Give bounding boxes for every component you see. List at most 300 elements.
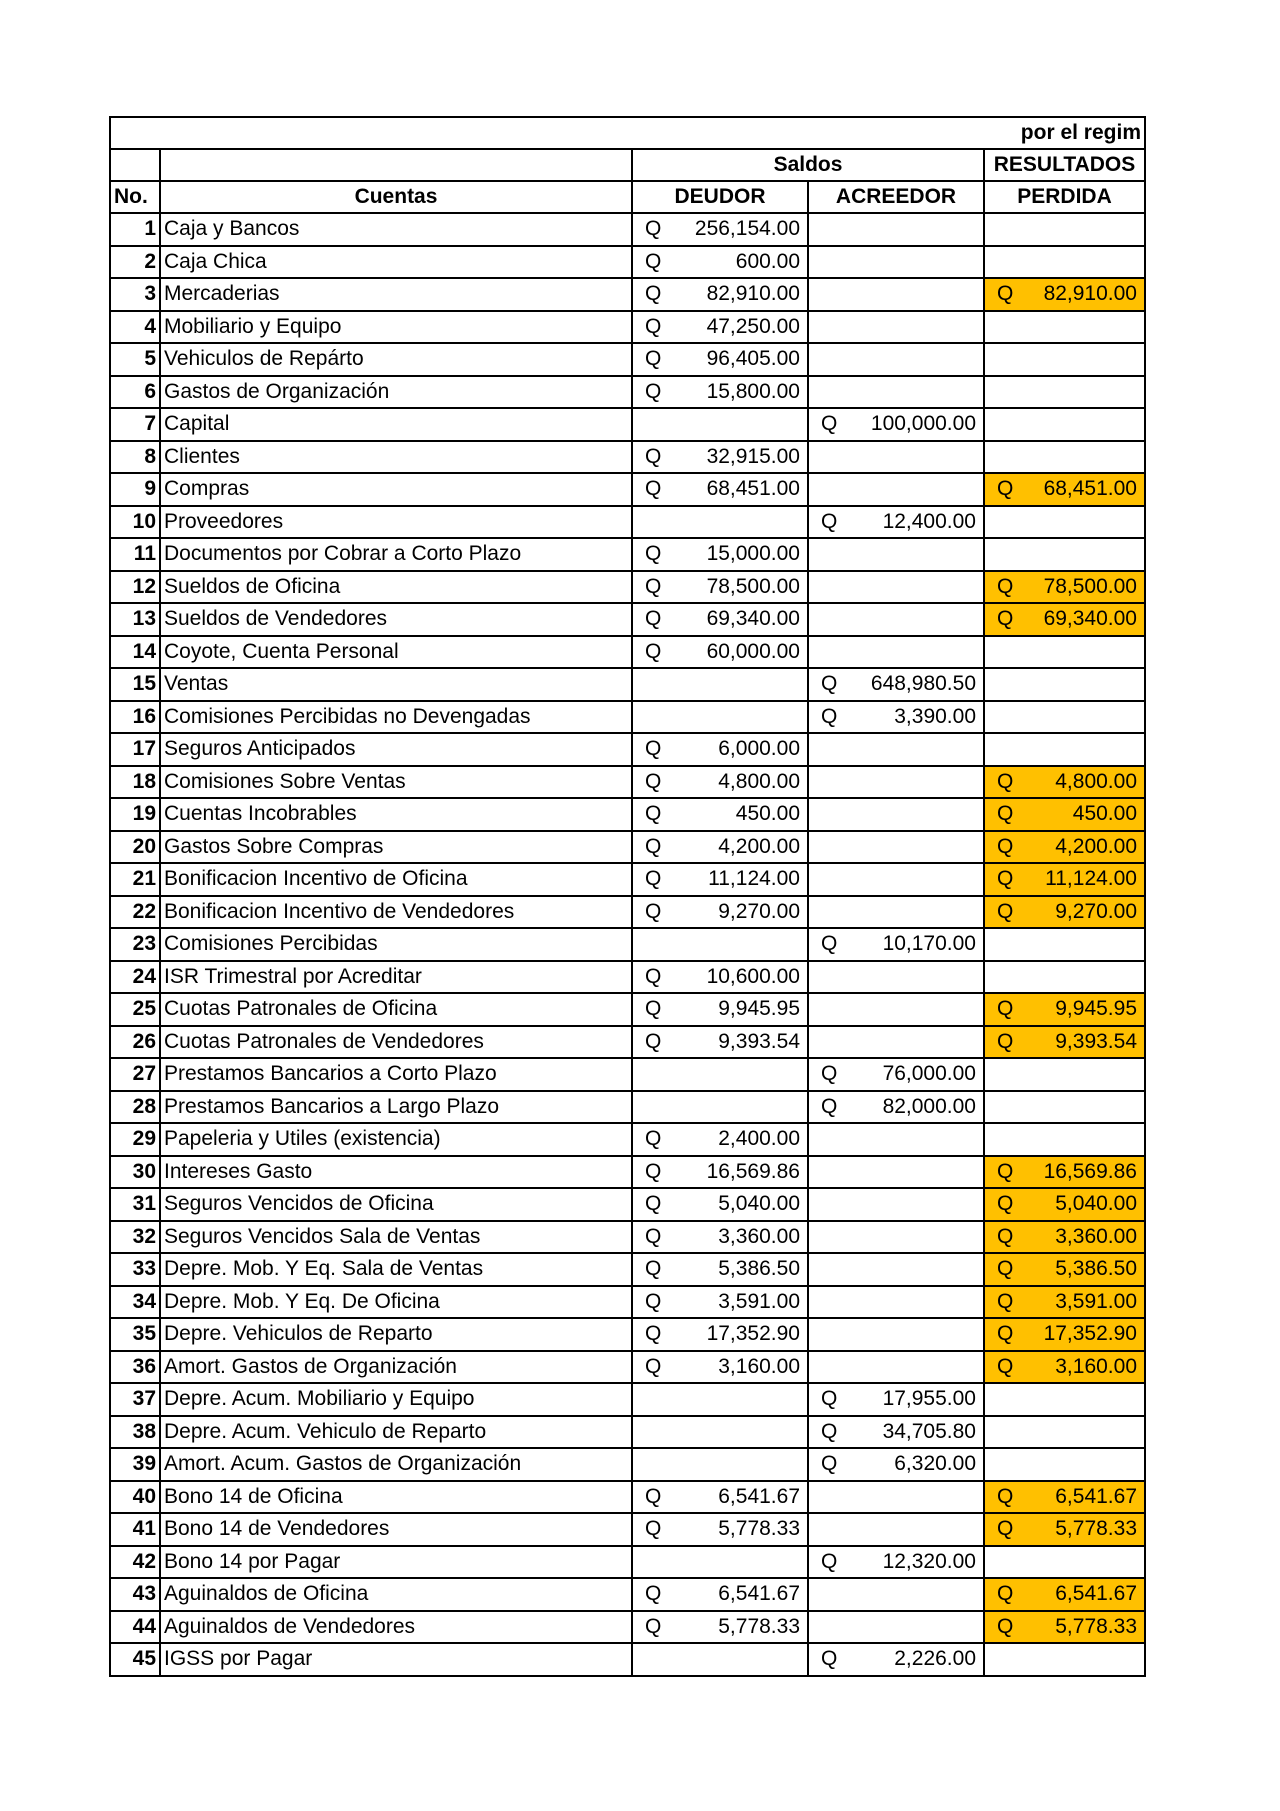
- empty-header-cell[interactable]: [110, 149, 160, 181]
- table-row: [110, 311, 1145, 344]
- acreedor-cell[interactable]: [808, 1058, 984, 1091]
- perdida-cell[interactable]: [984, 376, 1145, 409]
- account-name-cell[interactable]: Cuotas Patronales de Vendedores: [160, 1026, 632, 1059]
- deudor-cell[interactable]: [632, 668, 808, 701]
- perdida-cell[interactable]: [984, 1578, 1145, 1611]
- table-row: [110, 1286, 1145, 1319]
- row-number-cell[interactable]: 44: [110, 1611, 160, 1644]
- deudor-cell[interactable]: [632, 1578, 808, 1611]
- acreedor-cell[interactable]: [808, 311, 984, 344]
- table-row: [110, 441, 1145, 474]
- account-name-cell[interactable]: Gastos de Organización: [160, 376, 632, 409]
- perdida-cell[interactable]: [984, 538, 1145, 571]
- acreedor-cell[interactable]: [808, 1481, 984, 1514]
- deudor-amount: 47,250.00: [706, 314, 800, 338]
- perdida-cell[interactable]: [984, 1026, 1145, 1059]
- saldos-header[interactable]: [632, 149, 984, 181]
- deudor-cell[interactable]: [632, 766, 808, 799]
- perdida-amount: 6,541.67: [1055, 1484, 1137, 1508]
- col-no-label: No.: [114, 185, 148, 208]
- currency-symbol: Q: [645, 899, 662, 923]
- col-cuentas-label: Cuentas: [354, 185, 438, 208]
- perdida-cell[interactable]: [984, 1351, 1145, 1384]
- account-name-cell[interactable]: Prestamos Bancarios a Largo Plazo: [160, 1091, 632, 1124]
- acreedor-cell[interactable]: [808, 1351, 984, 1384]
- deudor-cell[interactable]: [632, 278, 808, 311]
- deudor-cell[interactable]: [632, 603, 808, 636]
- perdida-cell[interactable]: [984, 1416, 1145, 1449]
- account-name-cell[interactable]: Bono 14 de Vendedores: [160, 1513, 632, 1546]
- account-name-cell[interactable]: Papeleria y Utiles (existencia): [160, 1123, 632, 1156]
- row-number-cell[interactable]: 8: [110, 441, 160, 474]
- acreedor-cell[interactable]: [808, 668, 984, 701]
- account-name-cell[interactable]: Depre. Vehiculos de Reparto: [160, 1318, 632, 1351]
- perdida-cell[interactable]: [984, 1123, 1145, 1156]
- perdida-cell[interactable]: [984, 408, 1145, 441]
- row-number-cell[interactable]: 32: [110, 1221, 160, 1254]
- row-number-cell[interactable]: 14: [110, 636, 160, 669]
- currency-symbol: Q: [645, 1484, 662, 1508]
- perdida-cell[interactable]: [984, 1546, 1145, 1579]
- currency-symbol: Q: [997, 1354, 1014, 1378]
- deudor-cell[interactable]: [632, 473, 808, 506]
- col-no-header[interactable]: [110, 181, 160, 213]
- acreedor-cell[interactable]: [808, 571, 984, 604]
- row-number-cell[interactable]: 20: [110, 831, 160, 864]
- table-row: [110, 733, 1145, 766]
- deudor-cell[interactable]: [632, 1481, 808, 1514]
- currency-symbol: Q: [645, 1354, 662, 1378]
- row-number-cell[interactable]: 11: [110, 538, 160, 571]
- acreedor-cell[interactable]: [808, 1286, 984, 1319]
- row-number-cell[interactable]: 24: [110, 961, 160, 994]
- row-number-cell[interactable]: 23: [110, 928, 160, 961]
- deudor-cell[interactable]: [632, 733, 808, 766]
- perdida-cell[interactable]: [984, 1156, 1145, 1189]
- acreedor-amount: 100,000.00: [870, 412, 976, 436]
- currency-symbol: Q: [997, 867, 1014, 891]
- account-name-cell[interactable]: Capital: [160, 408, 632, 441]
- row-number-cell[interactable]: 30: [110, 1156, 160, 1189]
- account-name-cell[interactable]: Prestamos Bancarios a Corto Plazo: [160, 1058, 632, 1091]
- row-number-cell[interactable]: 18: [110, 766, 160, 799]
- account-name-cell[interactable]: IGSS por Pagar: [160, 1643, 632, 1676]
- perdida-cell[interactable]: [984, 1481, 1145, 1514]
- deudor-cell[interactable]: [632, 961, 808, 994]
- acreedor-cell[interactable]: [808, 701, 984, 734]
- account-name-cell[interactable]: Cuentas Incobrables: [160, 798, 632, 831]
- row-number-cell[interactable]: 39: [110, 1448, 160, 1481]
- acreedor-cell[interactable]: [808, 1318, 984, 1351]
- acreedor-cell[interactable]: [808, 441, 984, 474]
- regime-cell[interactable]: [110, 117, 1145, 149]
- acreedor-cell[interactable]: [808, 993, 984, 1026]
- perdida-cell[interactable]: [984, 571, 1145, 604]
- deudor-cell[interactable]: [632, 1058, 808, 1091]
- perdida-cell[interactable]: [984, 896, 1145, 929]
- acreedor-cell[interactable]: [808, 1383, 984, 1416]
- perdida-cell[interactable]: [984, 701, 1145, 734]
- worksheet: [109, 116, 1144, 1677]
- perdida-cell[interactable]: [984, 213, 1145, 246]
- acreedor-cell[interactable]: [808, 278, 984, 311]
- row-number-cell[interactable]: 45: [110, 1643, 160, 1676]
- acreedor-cell[interactable]: [808, 1156, 984, 1189]
- row-number-cell[interactable]: 5: [110, 343, 160, 376]
- account-name-cell[interactable]: Comisiones Percibidas: [160, 928, 632, 961]
- deudor-cell[interactable]: [632, 863, 808, 896]
- account-name-cell[interactable]: Sueldos de Vendedores: [160, 603, 632, 636]
- deudor-cell[interactable]: [632, 506, 808, 539]
- row-number-cell[interactable]: 16: [110, 701, 160, 734]
- perdida-cell[interactable]: [984, 1221, 1145, 1254]
- acreedor-cell[interactable]: [808, 1513, 984, 1546]
- currency-symbol: Q: [821, 932, 838, 956]
- perdida-cell[interactable]: [984, 473, 1145, 506]
- currency-symbol: Q: [821, 704, 838, 728]
- account-name-cell[interactable]: Amort. Gastos de Organización: [160, 1351, 632, 1384]
- perdida-cell[interactable]: [984, 246, 1145, 279]
- perdida-cell[interactable]: [984, 506, 1145, 539]
- account-name-cell[interactable]: Bono 14 de Oficina: [160, 1481, 632, 1514]
- row-number-cell[interactable]: 26: [110, 1026, 160, 1059]
- perdida-cell[interactable]: [984, 1091, 1145, 1124]
- acreedor-cell[interactable]: [808, 408, 984, 441]
- perdida-cell[interactable]: [984, 798, 1145, 831]
- acreedor-cell[interactable]: [808, 1546, 984, 1579]
- perdida-cell[interactable]: [984, 1513, 1145, 1546]
- currency-symbol: Q: [997, 1224, 1014, 1248]
- acreedor-cell[interactable]: [808, 1448, 984, 1481]
- row-number-cell[interactable]: 33: [110, 1253, 160, 1286]
- perdida-cell[interactable]: [984, 1643, 1145, 1676]
- row-number-cell[interactable]: 10: [110, 506, 160, 539]
- deudor-cell[interactable]: [632, 1448, 808, 1481]
- table-row: [110, 278, 1145, 311]
- perdida-cell[interactable]: [984, 1383, 1145, 1416]
- deudor-cell[interactable]: [632, 376, 808, 409]
- acreedor-cell[interactable]: [808, 733, 984, 766]
- regime-row: [110, 117, 1145, 149]
- deudor-cell[interactable]: [632, 538, 808, 571]
- currency-symbol: Q: [645, 282, 662, 306]
- table-row: [110, 701, 1145, 734]
- perdida-cell[interactable]: [984, 343, 1145, 376]
- perdida-cell[interactable]: [984, 766, 1145, 799]
- row-number-cell[interactable]: 22: [110, 896, 160, 929]
- row-number-cell[interactable]: 2: [110, 246, 160, 279]
- currency-symbol: Q: [997, 1517, 1014, 1541]
- account-name-cell[interactable]: Seguros Anticipados: [160, 733, 632, 766]
- perdida-amount: 82,910.00: [1043, 282, 1137, 306]
- deudor-cell[interactable]: [632, 246, 808, 279]
- currency-symbol: Q: [997, 834, 1014, 858]
- acreedor-cell[interactable]: [808, 1123, 984, 1156]
- table-row: [110, 1058, 1145, 1091]
- row-number-cell[interactable]: 35: [110, 1318, 160, 1351]
- column-header-row: [110, 181, 1145, 213]
- table-row: [110, 506, 1145, 539]
- row-number-cell[interactable]: 28: [110, 1091, 160, 1124]
- acreedor-cell[interactable]: [808, 1026, 984, 1059]
- deudor-amount: 4,800.00: [718, 769, 800, 793]
- deudor-cell[interactable]: [632, 1351, 808, 1384]
- account-name-cell[interactable]: Seguros Vencidos Sala de Ventas: [160, 1221, 632, 1254]
- perdida-cell[interactable]: [984, 863, 1145, 896]
- row-number-cell[interactable]: 25: [110, 993, 160, 1026]
- deudor-cell[interactable]: [632, 1253, 808, 1286]
- deudor-cell[interactable]: [632, 1383, 808, 1416]
- currency-symbol: Q: [821, 412, 838, 436]
- row-number-cell[interactable]: 6: [110, 376, 160, 409]
- deudor-cell[interactable]: [632, 636, 808, 669]
- currency-symbol: Q: [645, 1289, 662, 1313]
- row-number-cell[interactable]: 29: [110, 1123, 160, 1156]
- acreedor-cell[interactable]: [808, 636, 984, 669]
- row-number-cell[interactable]: 12: [110, 571, 160, 604]
- perdida-cell[interactable]: [984, 1318, 1145, 1351]
- account-name-cell[interactable]: Coyote, Cuenta Personal: [160, 636, 632, 669]
- perdida-amount: 69,340.00: [1043, 607, 1137, 631]
- perdida-cell[interactable]: [984, 668, 1145, 701]
- col-deudor-label: DEUDOR: [674, 185, 766, 208]
- row-number-cell[interactable]: 13: [110, 603, 160, 636]
- table-row: [110, 1513, 1145, 1546]
- perdida-cell[interactable]: [984, 1286, 1145, 1319]
- table-row: [110, 993, 1145, 1026]
- table-row: [110, 571, 1145, 604]
- currency-symbol: Q: [821, 1387, 838, 1411]
- acreedor-cell[interactable]: [808, 928, 984, 961]
- acreedor-amount: 12,320.00: [882, 1549, 976, 1573]
- perdida-amount: 5,778.33: [1055, 1614, 1137, 1638]
- col-perdida-header[interactable]: [984, 181, 1145, 213]
- acreedor-cell[interactable]: [808, 1578, 984, 1611]
- regime-text: por el regim: [1020, 121, 1141, 144]
- acreedor-cell[interactable]: [808, 246, 984, 279]
- acreedor-amount: 76,000.00: [882, 1062, 976, 1086]
- perdida-cell[interactable]: [984, 733, 1145, 766]
- account-name-cell[interactable]: Mobiliario y Equipo: [160, 311, 632, 344]
- row-number-cell[interactable]: 4: [110, 311, 160, 344]
- row-number-cell[interactable]: 21: [110, 863, 160, 896]
- account-name-cell[interactable]: Depre. Acum. Vehiculo de Reparto: [160, 1416, 632, 1449]
- row-number-cell[interactable]: 17: [110, 733, 160, 766]
- deudor-amount: 11,124.00: [708, 867, 800, 891]
- acreedor-cell[interactable]: [808, 473, 984, 506]
- perdida-cell[interactable]: [984, 636, 1145, 669]
- acreedor-cell[interactable]: [808, 896, 984, 929]
- deudor-cell[interactable]: [632, 441, 808, 474]
- perdida-cell[interactable]: [984, 1611, 1145, 1644]
- deudor-cell[interactable]: [632, 343, 808, 376]
- col-acreedor-header[interactable]: [808, 181, 984, 213]
- currency-symbol: Q: [645, 964, 662, 988]
- acreedor-cell[interactable]: [808, 1611, 984, 1644]
- table-row: [110, 1123, 1145, 1156]
- account-name-cell[interactable]: Compras: [160, 473, 632, 506]
- account-name-cell[interactable]: Documentos por Cobrar a Corto Plazo: [160, 538, 632, 571]
- perdida-cell[interactable]: [984, 993, 1145, 1026]
- row-number-cell[interactable]: 37: [110, 1383, 160, 1416]
- perdida-cell[interactable]: [984, 441, 1145, 474]
- account-name-cell[interactable]: Gastos Sobre Compras: [160, 831, 632, 864]
- account-name-cell[interactable]: Comisiones Sobre Ventas: [160, 766, 632, 799]
- account-name-cell[interactable]: Aguinaldos de Oficina: [160, 1578, 632, 1611]
- account-name-cell[interactable]: Bono 14 por Pagar: [160, 1546, 632, 1579]
- deudor-cell[interactable]: [632, 798, 808, 831]
- acreedor-cell[interactable]: [808, 538, 984, 571]
- acreedor-cell[interactable]: [808, 961, 984, 994]
- deudor-cell[interactable]: [632, 993, 808, 1026]
- row-number-cell[interactable]: 41: [110, 1513, 160, 1546]
- deudor-cell[interactable]: [632, 896, 808, 929]
- row-number-cell[interactable]: 1: [110, 213, 160, 246]
- acreedor-cell[interactable]: [808, 506, 984, 539]
- perdida-cell[interactable]: [984, 1448, 1145, 1481]
- perdida-cell[interactable]: [984, 928, 1145, 961]
- table-row: [110, 473, 1145, 506]
- row-number-cell[interactable]: 3: [110, 278, 160, 311]
- currency-symbol: Q: [997, 282, 1014, 306]
- acreedor-cell[interactable]: [808, 798, 984, 831]
- account-name-cell[interactable]: Aguinaldos de Vendedores: [160, 1611, 632, 1644]
- deudor-cell[interactable]: [632, 1156, 808, 1189]
- deudor-cell[interactable]: [632, 1513, 808, 1546]
- acreedor-cell[interactable]: [808, 1091, 984, 1124]
- deudor-amount: 17,352.90: [706, 1322, 800, 1346]
- currency-symbol: Q: [645, 607, 662, 631]
- deudor-cell[interactable]: [632, 701, 808, 734]
- perdida-cell[interactable]: [984, 961, 1145, 994]
- acreedor-cell[interactable]: [808, 1221, 984, 1254]
- account-name-cell[interactable]: Bonificacion Incentivo de Vendedores: [160, 896, 632, 929]
- perdida-amount: 5,386.50: [1055, 1257, 1137, 1281]
- acreedor-cell[interactable]: [808, 1643, 984, 1676]
- account-name-cell[interactable]: Vehiculos de Repárto: [160, 343, 632, 376]
- currency-symbol: Q: [645, 444, 662, 468]
- col-cuentas-header[interactable]: [160, 181, 632, 213]
- currency-symbol: Q: [821, 1647, 838, 1671]
- deudor-amount: 96,405.00: [706, 347, 800, 371]
- acreedor-cell[interactable]: [808, 831, 984, 864]
- resultados-header[interactable]: [984, 149, 1145, 181]
- table-row: [110, 343, 1145, 376]
- deudor-cell[interactable]: [632, 571, 808, 604]
- acreedor-cell[interactable]: [808, 603, 984, 636]
- account-name-cell[interactable]: Ventas: [160, 668, 632, 701]
- acreedor-amount: 34,705.80: [882, 1419, 976, 1443]
- acreedor-cell[interactable]: [808, 766, 984, 799]
- row-number-cell[interactable]: 38: [110, 1416, 160, 1449]
- deudor-amount: 9,945.95: [718, 997, 800, 1021]
- deudor-cell[interactable]: [632, 1416, 808, 1449]
- deudor-cell[interactable]: [632, 1643, 808, 1676]
- empty-header-cell[interactable]: [160, 149, 632, 181]
- account-name-cell[interactable]: Cuotas Patronales de Oficina: [160, 993, 632, 1026]
- row-number-cell[interactable]: 36: [110, 1351, 160, 1384]
- account-name-cell[interactable]: Comisiones Percibidas no Devengadas: [160, 701, 632, 734]
- row-number-cell[interactable]: 42: [110, 1546, 160, 1579]
- balance-table: [109, 116, 1146, 1677]
- currency-symbol: Q: [997, 1159, 1014, 1183]
- col-deudor-header[interactable]: [632, 181, 808, 213]
- row-number-cell[interactable]: 7: [110, 408, 160, 441]
- perdida-cell[interactable]: [984, 1058, 1145, 1091]
- currency-symbol: Q: [821, 1094, 838, 1118]
- row-number-cell[interactable]: 15: [110, 668, 160, 701]
- deudor-cell[interactable]: [632, 1611, 808, 1644]
- perdida-cell[interactable]: [984, 1253, 1145, 1286]
- deudor-cell[interactable]: [632, 1091, 808, 1124]
- currency-symbol: Q: [645, 477, 662, 501]
- deudor-cell[interactable]: [632, 1221, 808, 1254]
- acreedor-cell[interactable]: [808, 1188, 984, 1221]
- deudor-cell[interactable]: [632, 1546, 808, 1579]
- perdida-cell[interactable]: [984, 1188, 1145, 1221]
- table-row: [110, 408, 1145, 441]
- acreedor-cell[interactable]: [808, 1416, 984, 1449]
- account-name-cell[interactable]: Mercaderias: [160, 278, 632, 311]
- perdida-cell[interactable]: [984, 278, 1145, 311]
- acreedor-cell[interactable]: [808, 1253, 984, 1286]
- account-name-cell[interactable]: Bonificacion Incentivo de Oficina: [160, 863, 632, 896]
- currency-symbol: Q: [997, 1192, 1014, 1216]
- row-number-cell[interactable]: 43: [110, 1578, 160, 1611]
- deudor-cell[interactable]: [632, 213, 808, 246]
- perdida-cell[interactable]: [984, 603, 1145, 636]
- account-name-cell[interactable]: ISR Trimestral por Acreditar: [160, 961, 632, 994]
- account-name-cell[interactable]: Depre. Mob. Y Eq. Sala de Ventas: [160, 1253, 632, 1286]
- perdida-cell[interactable]: [984, 831, 1145, 864]
- perdida-amount: 16,569.86: [1043, 1159, 1137, 1183]
- col-perdida-label: PERDIDA: [1017, 185, 1112, 208]
- acreedor-cell[interactable]: [808, 213, 984, 246]
- account-name-cell[interactable]: Sueldos de Oficina: [160, 571, 632, 604]
- account-name-cell[interactable]: Caja Chica: [160, 246, 632, 279]
- account-name-cell[interactable]: Proveedores: [160, 506, 632, 539]
- account-name-cell[interactable]: Caja y Bancos: [160, 213, 632, 246]
- deudor-cell[interactable]: [632, 928, 808, 961]
- deudor-cell[interactable]: [632, 831, 808, 864]
- acreedor-amount: 2,226.00: [894, 1647, 976, 1671]
- deudor-cell[interactable]: [632, 1318, 808, 1351]
- account-name-cell[interactable]: Depre. Acum. Mobiliario y Equipo: [160, 1383, 632, 1416]
- perdida-cell[interactable]: [984, 311, 1145, 344]
- deudor-cell[interactable]: [632, 408, 808, 441]
- row-number-cell[interactable]: 40: [110, 1481, 160, 1514]
- account-name-cell[interactable]: Intereses Gasto: [160, 1156, 632, 1189]
- deudor-cell[interactable]: [632, 1188, 808, 1221]
- row-number-cell[interactable]: 27: [110, 1058, 160, 1091]
- deudor-cell[interactable]: [632, 1123, 808, 1156]
- deudor-cell[interactable]: [632, 1286, 808, 1319]
- acreedor-cell[interactable]: [808, 376, 984, 409]
- row-number-cell[interactable]: 31: [110, 1188, 160, 1221]
- deudor-cell[interactable]: [632, 1026, 808, 1059]
- deudor-cell[interactable]: [632, 311, 808, 344]
- acreedor-cell[interactable]: [808, 343, 984, 376]
- row-number-cell[interactable]: 34: [110, 1286, 160, 1319]
- account-name-cell[interactable]: Clientes: [160, 441, 632, 474]
- currency-symbol: Q: [821, 509, 838, 533]
- account-name-cell[interactable]: Depre. Mob. Y Eq. De Oficina: [160, 1286, 632, 1319]
- account-name-cell[interactable]: Seguros Vencidos de Oficina: [160, 1188, 632, 1221]
- row-number-cell[interactable]: 9: [110, 473, 160, 506]
- row-number-cell[interactable]: 19: [110, 798, 160, 831]
- acreedor-cell[interactable]: [808, 863, 984, 896]
- account-name-cell[interactable]: Amort. Acum. Gastos de Organización: [160, 1448, 632, 1481]
